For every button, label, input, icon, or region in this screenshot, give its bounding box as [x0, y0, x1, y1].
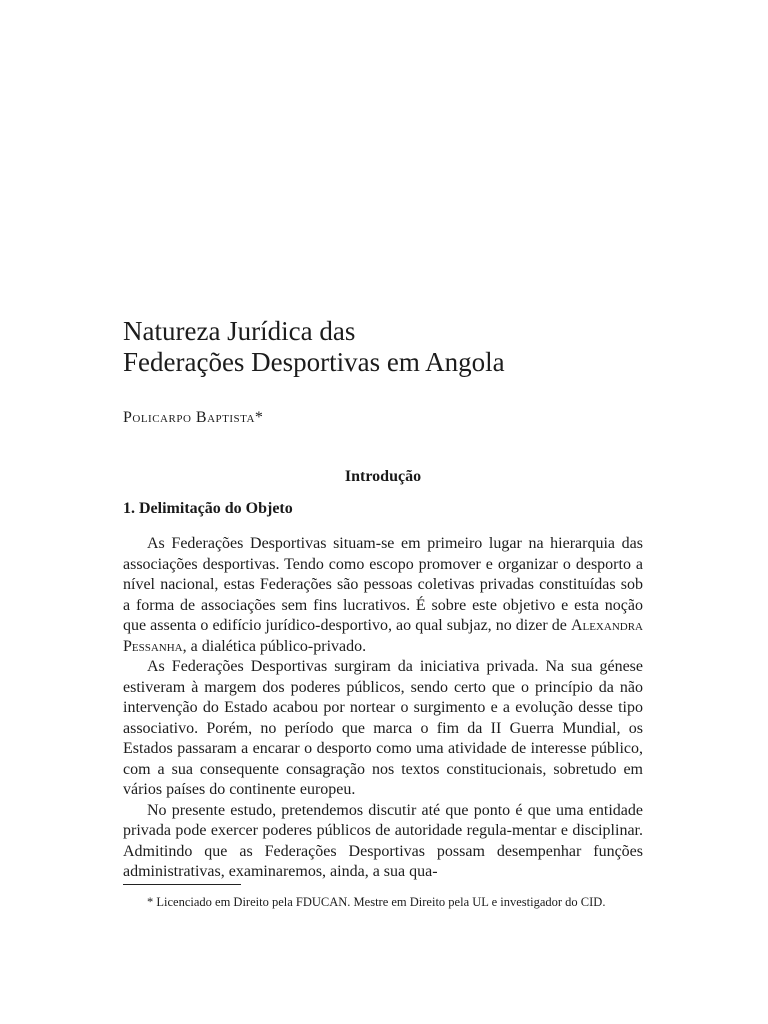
footnote-text: * Licenciado em Direito pela FDUCAN. Mestre em Direito pela UL e investigador do CID.: [147, 895, 606, 909]
article-title-line-1: Natureza Jurídica das: [123, 316, 356, 346]
footnote: [123, 893, 643, 912]
paragraph-3: No presente estudo, pretendemos discutir até que ponto é que uma entidade privada pode exercer poderes públicos de autoridade regula-mentar e disciplinar. Admitindo que as Federações Desportivas possam desempenhar funções administrativas, examinaremos, ainda, a sua qua-: [123, 801, 643, 880]
section-title: Introdução: [344, 468, 422, 485]
paragraph-1-text: As Federações Desportivas situam-se em primeiro lugar na hierarquia das associações desportivas. Tendo como escopo promover e organizar o desporto a nível nacional, estas Federações são pessoas coletivas privadas constituídas sob a forma de associações sem fins lucrativos. É sobre este objetivo e esta noção que assenta o edifício jurídico-desportivo, ao qual subjaz, no dizer de: [123, 535, 643, 634]
article-title-line-2: Federações Desportivas em Angola: [123, 347, 505, 377]
footnote-divider: [123, 884, 241, 885]
paragraph-1: [123, 534, 643, 657]
author-name: Policarpo Baptista*: [123, 409, 264, 426]
paragraph-2: As Federações Desportivas surgiram da iniciativa privada. Na sua génese estiveram à margem dos poderes públicos, sendo certo que o princípio da não intervenção do Estado acabou por nortear o surgimento e a evolução desse tipo associativo. Porém, no período que marca o fim da II Guerra Mundial, os Estados passaram a encarar o desporto como uma atividade de interesse público, com a sua consequente consagração nos textos constitucionais, sobretudo em vários países do continente europeu.: [123, 658, 643, 798]
article-title: [123, 316, 653, 378]
cited-author-name: Alexandra Pessanha: [123, 617, 643, 655]
paragraph-1-text-end: , a dialética público-privado.: [182, 637, 367, 655]
subsection-title: 1. Delimitação do Objeto: [123, 500, 293, 517]
body-text: [123, 534, 643, 883]
